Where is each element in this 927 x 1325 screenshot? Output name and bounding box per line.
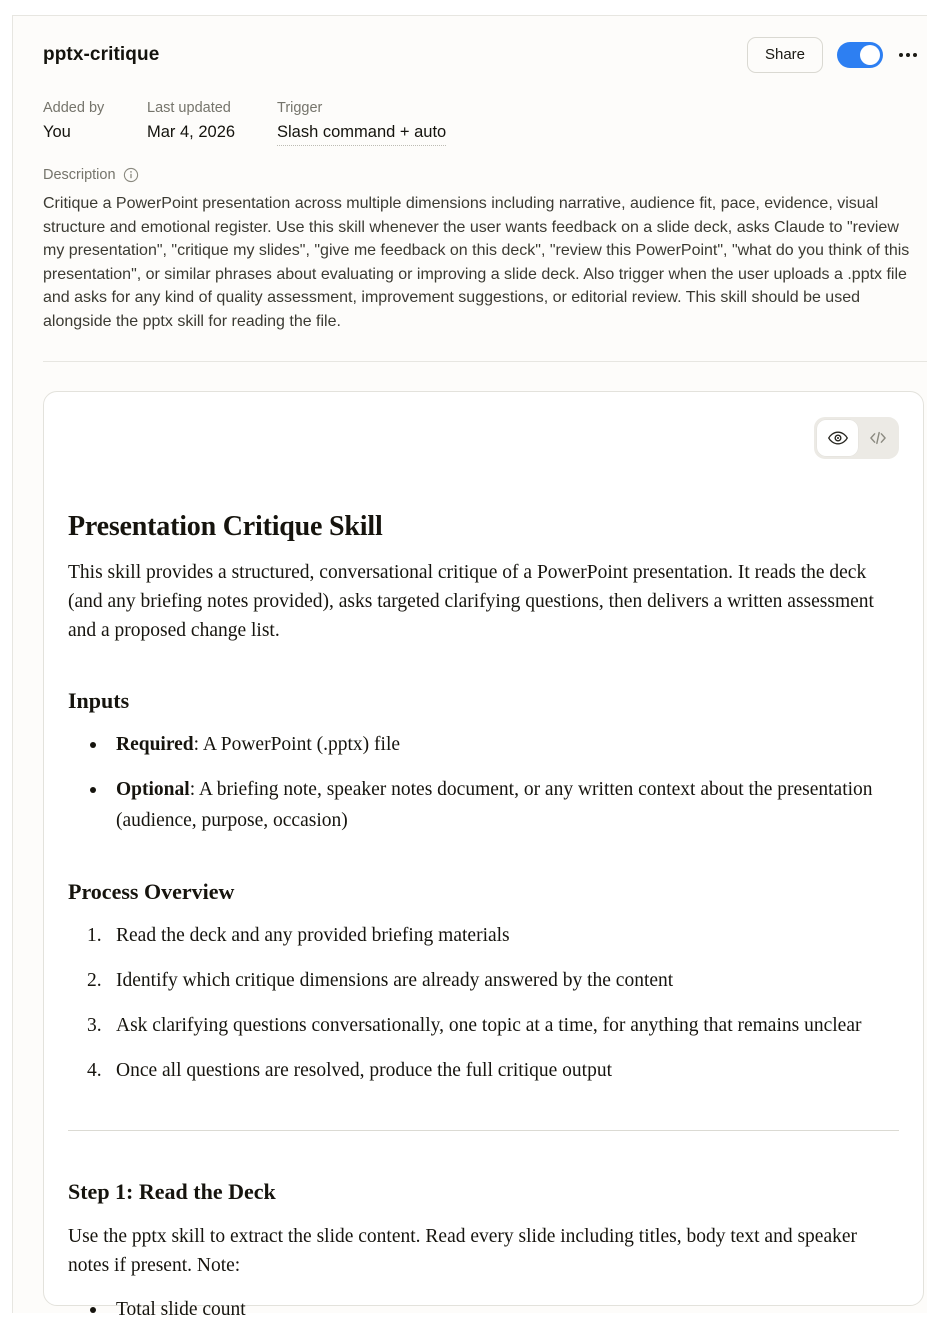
description-header: [13, 146, 927, 183]
list-item: Once all questions are resolved, produce the full critique output: [116, 1060, 613, 1081]
preview-view-button[interactable]: [817, 420, 858, 456]
view-toolbar: [68, 392, 899, 459]
header-controls: [747, 37, 919, 73]
list-item: Identify which critique dimensions are already answered by the content: [116, 970, 674, 991]
doc-divider: [68, 1130, 899, 1131]
view-mode-segmented-control: [814, 417, 899, 459]
inputs-heading: Inputs: [68, 688, 130, 713]
header: [13, 16, 927, 73]
step1-heading: Step 1: Read the Deck: [68, 1179, 276, 1204]
inputs-list: [68, 729, 899, 836]
code-icon: [868, 428, 888, 448]
step1-intro: Use the pptx skill to extract the slide content. Read every slide including titles, body text and speaker notes if present. Note:: [68, 1226, 858, 1276]
section-divider: [43, 361, 927, 362]
code-view-button[interactable]: [860, 420, 896, 456]
list-item: Required: A PowerPoint (.pptx) file: [68, 729, 899, 760]
list-item: Optional: A briefing note, speaker notes document, or any written context about the presentation (audience, purpose, occasion): [68, 774, 899, 836]
page-title: pptx-critique: [43, 44, 160, 65]
trigger-label: Trigger: [277, 100, 323, 116]
share-button[interactable]: Share: [747, 37, 823, 73]
meta-row: [13, 73, 927, 146]
list-item: Read the deck and any provided briefing materials: [116, 925, 510, 946]
info-icon[interactable]: [123, 167, 139, 183]
share-toggle[interactable]: [837, 42, 883, 68]
skill-detail-sheet: [12, 15, 927, 1320]
list-item: Ask clarifying questions conversationally, one topic at a time, for anything that remains unclear: [116, 1015, 862, 1036]
last-updated-label: Last updated: [147, 100, 231, 116]
skill-file-card: [43, 391, 924, 1320]
meta-added-by: [43, 100, 147, 146]
more-options-icon: [899, 53, 903, 57]
added-by-label: Added by: [43, 100, 105, 116]
process-heading: Process Overview: [68, 879, 235, 904]
doc-intro: This skill provides a structured, conversational critique of a PowerPoint presentation. It reads the deck (and any briefing notes provided), asks targeted clarifying questions, then delivers a written assessment and a proposed change list.: [68, 562, 874, 641]
step1-list: [68, 1294, 899, 1325]
doc-title: Presentation Critique Skill: [68, 511, 383, 542]
markdown-preview: [68, 510, 899, 1325]
meta-trigger: [277, 100, 446, 146]
meta-last-updated: [147, 100, 277, 146]
last-updated-value: Mar 4, 2026: [147, 123, 236, 141]
description-label: Description: [43, 167, 116, 183]
toggle-knob: [860, 45, 880, 65]
process-list: [68, 920, 899, 1086]
eye-icon: [827, 427, 849, 449]
more-options-button[interactable]: [897, 47, 919, 63]
trigger-value[interactable]: Slash command + auto: [277, 123, 446, 146]
list-item: Total slide count: [68, 1294, 899, 1325]
description-text: Critique a PowerPoint presentation across multiple dimensions including narrative, audience fit, pace, evidence, visual structure and emotional register. Use this skill whenever the user wants feedback on a slide deck, asks Claude to "review my presentation", "critique my slides", "give me feedback on this deck", "review this PowerPoint", "what do you think of this presentation", or similar phrases about evaluating or improving a slide deck. Also trigger when the user uploads a .pptx file and asks for any kind of quality assessment, improvement suggestions, or editorial review. This skill should be used alongside the pptx skill for reading the file.: [43, 195, 910, 330]
added-by-value: You: [43, 123, 71, 141]
